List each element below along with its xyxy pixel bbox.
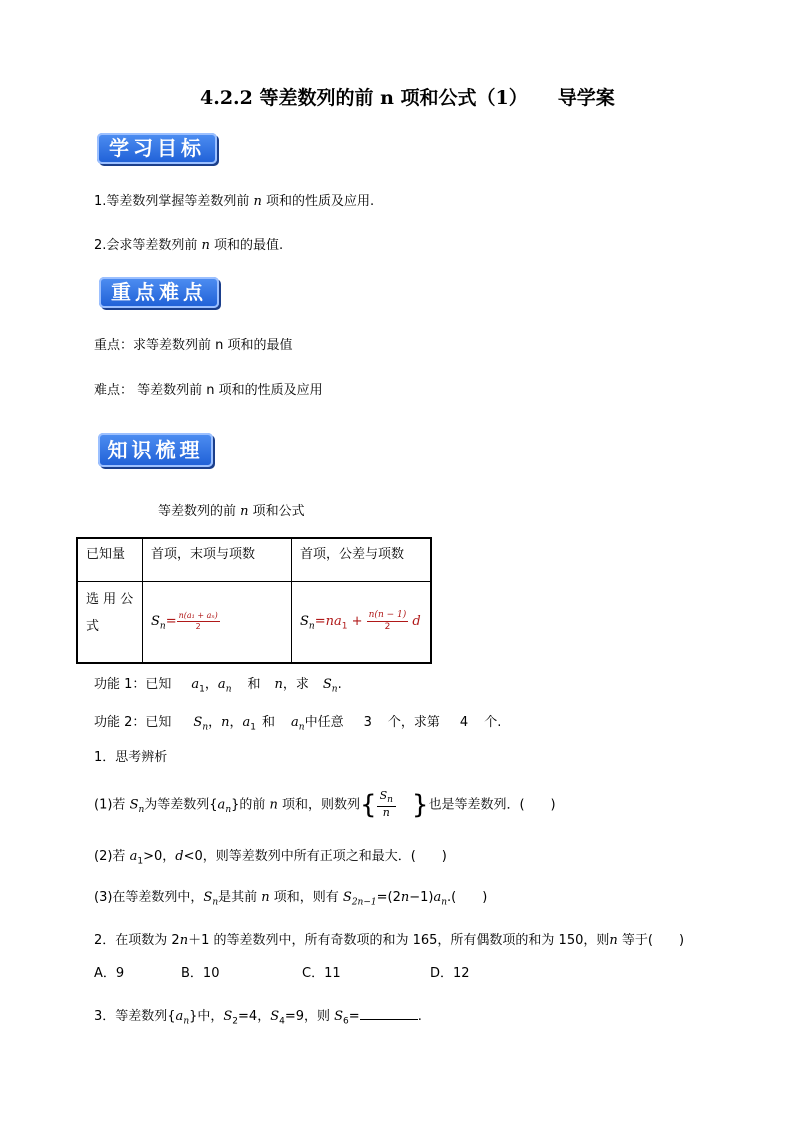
question-1-statement-2: (2)若 $a_1>0$，d<0，则等差数列中所有正项之和最大．( ) bbox=[94, 849, 447, 867]
key-point: 重点：求等差数列前 n 项和的最值 bbox=[94, 338, 293, 353]
table-header-first-diff: 首项，公差与项数 bbox=[292, 538, 432, 581]
formula-first-diff: $S_n=na_1$ + $\frac{n(n - 1)}{2}$ d bbox=[292, 581, 432, 663]
option-d: D．12 bbox=[430, 966, 470, 981]
title-suffix: 导学案 bbox=[557, 87, 615, 109]
table-header-known: 已知量 bbox=[77, 538, 143, 581]
question-1-statement-3: (3)在等差数列中，$S_n$是其前 n 项和，则有 $S_{2n-1}=(2n-1)a_n$.( ) bbox=[94, 890, 488, 908]
function-2: 功能 2：已知 $S_n$，n，$a_1$ 和 $a_n$中任意 3 个，求第 4 个. bbox=[94, 715, 502, 733]
option-a: A．9 bbox=[94, 966, 125, 981]
goal-2: 2.会求等差数列前 n 项和的最值. bbox=[94, 238, 284, 253]
question-2-stem: 2．在项数为 2n＋1 的等差数列中，所有奇数项的和为 165，所有偶数项的和为 150，则n 等于( ) bbox=[94, 933, 685, 948]
table-caption: 等差数列的前 n 项和公式 bbox=[158, 504, 305, 519]
question-3: 3．等差数列$\{a_n\}$中，$S_2=4$，$S_4=9$，则 $S_6=$ . bbox=[94, 1009, 422, 1027]
title-main: 4.2.2 等差数列的前 n 项和公式（1） bbox=[200, 87, 528, 109]
formula-table bbox=[76, 537, 432, 664]
option-c: C．11 bbox=[302, 966, 341, 981]
goal-1: 1.等差数列掌握等差数列前 n 项和的性质及应用. bbox=[94, 194, 375, 209]
table-header-first-last: 首项，末项与项数 bbox=[143, 538, 292, 581]
badge-key-points: 重点难点 bbox=[99, 277, 219, 308]
badge-knowledge-review: 知识梳理 bbox=[98, 433, 213, 467]
table-row-formula: 选 用 公式 bbox=[77, 581, 143, 663]
question-1-heading: 1．思考辨析 bbox=[94, 750, 168, 765]
formula-first-last: $S_n=$ $\frac{\text{n(a₁ + aₙ)}}{2}$ bbox=[143, 581, 292, 663]
option-b: B．10 bbox=[181, 966, 220, 981]
answer-blank[interactable] bbox=[360, 1007, 418, 1020]
badge-learning-goals: 学习目标 bbox=[97, 133, 217, 164]
difficult-point: 难点： 等差数列前 n 项和的性质及应用 bbox=[94, 383, 323, 398]
page-title bbox=[200, 83, 615, 110]
question-1-statement-1: (1)若 $S_n$为等差数列$\{a_n\}$的前 n 项和，则数列{ $\frac{S_n}{n}$ }也是等差数列．( ) bbox=[94, 789, 556, 820]
function-1: 功能 1：已知 $a_1$，$a_n$ 和 n，求 $S_n$. bbox=[94, 677, 342, 695]
